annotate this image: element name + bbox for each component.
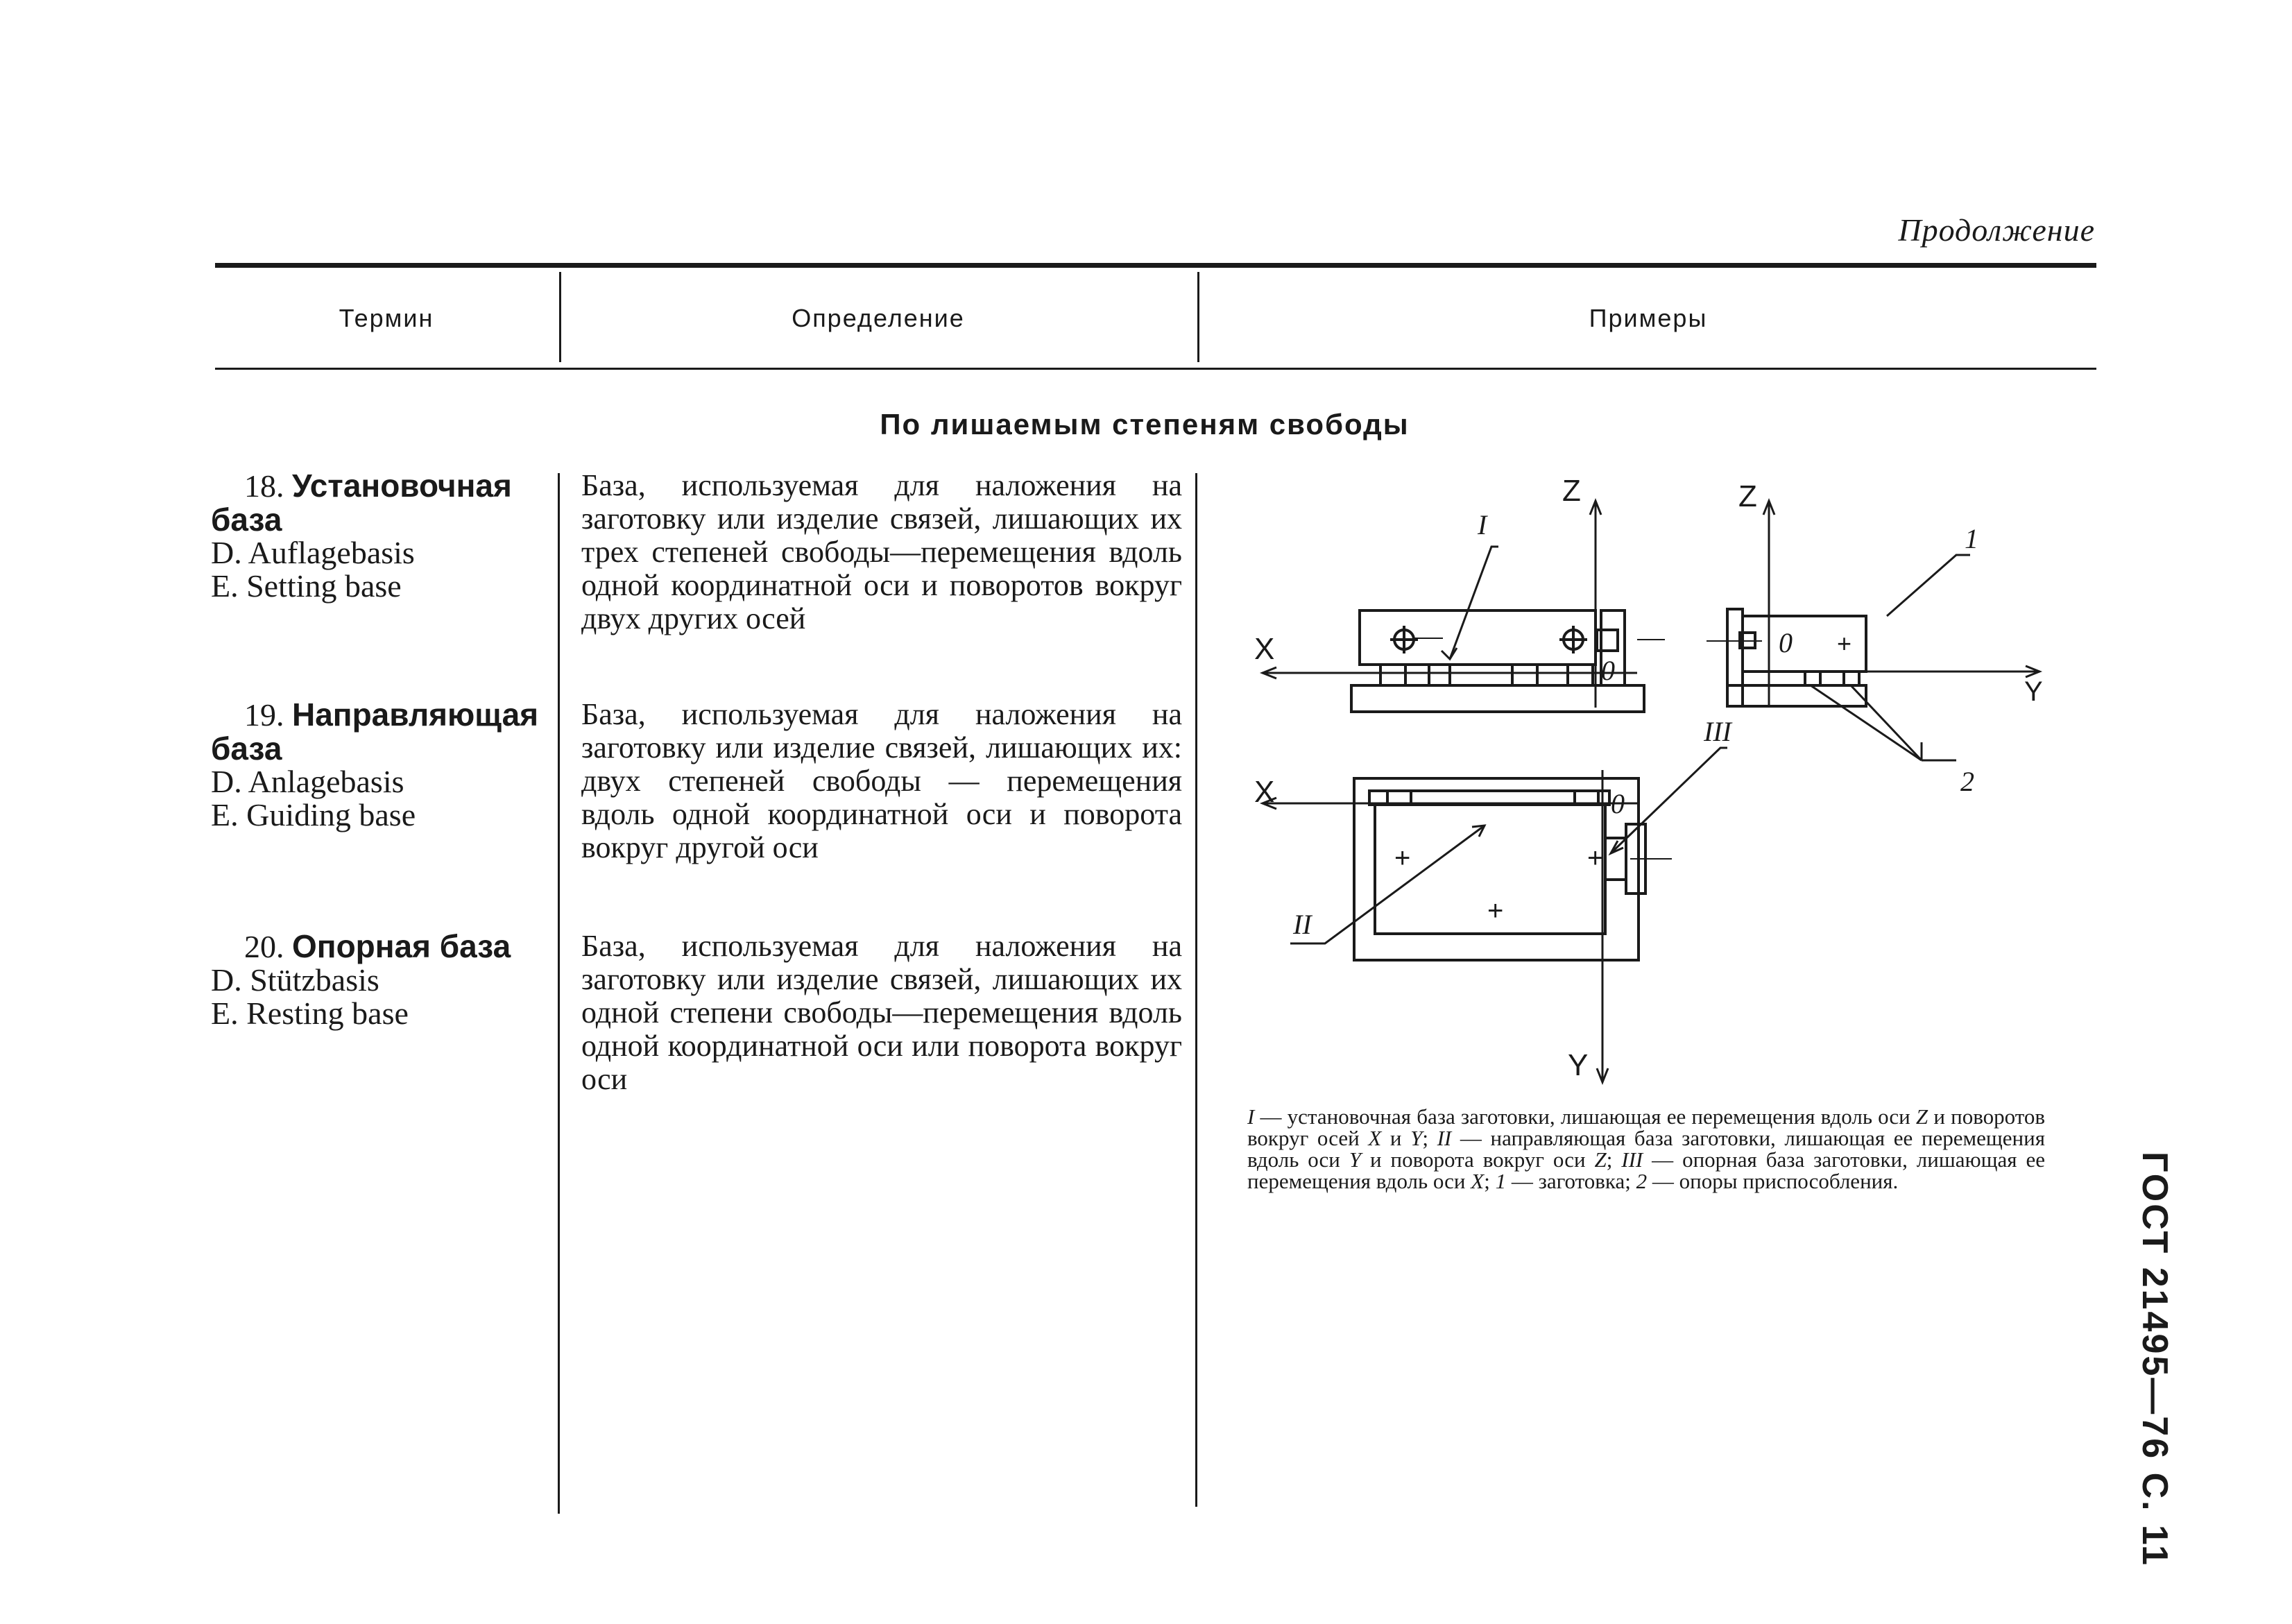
caption-ref: III — [1621, 1147, 1643, 1172]
support-pad — [1844, 672, 1859, 685]
label-z-front: Z — [1562, 474, 1581, 508]
label-origin-side: 0 — [1779, 627, 1793, 658]
term-20 — [211, 930, 558, 1030]
fixture-base — [1727, 685, 1866, 706]
continuation-label: Продолжение — [1898, 212, 2095, 248]
label-roman-iii: III — [1704, 716, 1731, 747]
leader-line-i — [1450, 547, 1498, 659]
column-divider — [559, 272, 561, 362]
caption-text: — направляющая база заготовки, лишающая ее перемещения вдоль оси — [1247, 1126, 2045, 1172]
label-origin-plan: 0 — [1611, 788, 1625, 819]
datum-figure — [1221, 465, 2095, 1089]
caption-axis: X — [1471, 1169, 1485, 1193]
column-header-examples: Примеры — [1589, 304, 1708, 332]
definition-18: База, используемая для наложения на заготовку или изделие связей, лишающих их трех степеней свободы—перемещения вдоль одной координатной оси и поворотов вокруг двух других осей — [581, 468, 1182, 635]
support-pad — [1568, 665, 1593, 685]
center-mark: + — [1394, 843, 1411, 873]
caption-axis: Y — [1410, 1126, 1423, 1150]
column-header-term: Термин — [339, 304, 434, 332]
center-mark: + — [1587, 843, 1604, 873]
label-roman-i: I — [1478, 509, 1487, 540]
caption-text: и поворотов вокруг осей — [1247, 1104, 2045, 1150]
label-y-side: Y — [2024, 676, 2043, 707]
section-title: По лишаемым степеням свободы — [880, 408, 1410, 441]
side-view — [1707, 501, 2039, 760]
caption-axis: Z — [1915, 1104, 1928, 1129]
caption-text: и поворота вокруг оси — [1361, 1147, 1595, 1172]
label-num-1: 1 — [1965, 523, 1978, 554]
term-18 — [211, 469, 558, 603]
support — [1429, 665, 1450, 685]
figure-caption: I — установочная база заготовки, лишающая ее перемещения вдоль оси Z и поворотов вокруг осей X и Y; II — направляющая база заготовки, лишающая ее перемещения вдоль оси Y и поворота вокруг оси Z; III — опорная база заготовки, лишающая ее перемещения вдоль оси X; 1 — заготовка; 2 — опоры приспособления. — [1247, 1104, 2045, 1193]
column-divider — [1195, 473, 1197, 1507]
definition-20: База, используемая для наложения на заготовку или изделие связей, лишающих их одной степени свободы—перемещения вдоль одной координатной оси или поворота вокруг оси — [581, 929, 1182, 1096]
label-num-2: 2 — [1960, 766, 1974, 797]
column-header-definition: Определение — [792, 304, 965, 332]
term-english: E. Resting base — [211, 995, 409, 1031]
caption-axis: Z — [1594, 1147, 1607, 1172]
standard-page-label — [2123, 1152, 2178, 1568]
term-german: D. Auflagebasis — [211, 535, 415, 570]
caption-text: — опоры приспособления. — [1647, 1169, 1899, 1193]
term-name-cont: база — [211, 730, 282, 767]
label-x-front: X — [1254, 632, 1275, 666]
term-name: Направляющая — [292, 696, 539, 733]
support-pad — [1805, 672, 1820, 685]
column-divider — [1197, 272, 1199, 362]
standard-page-text: ГОСТ 21495—76 С. 11 — [2135, 1152, 2175, 1568]
header-bottom-rule — [215, 368, 2096, 370]
term-german: D. Stützbasis — [211, 962, 379, 998]
term-english: E. Setting base — [211, 568, 402, 604]
term-19 — [211, 698, 558, 832]
label-x-plan: X — [1254, 775, 1275, 809]
term-german: D. Anlagebasis — [211, 764, 404, 799]
caption-text: — заготовка; — [1506, 1169, 1636, 1193]
caption-text: — опорная база заготовки, лишающая ее перемещения вдоль оси — [1247, 1147, 2045, 1193]
support-pad — [1380, 665, 1405, 685]
label-roman-ii: II — [1293, 909, 1312, 940]
label-origin-front: 0 — [1601, 655, 1615, 686]
leader-line-1 — [1887, 555, 1970, 616]
caption-ref: II — [1437, 1126, 1452, 1150]
plan-view — [1263, 748, 1727, 1082]
caption-ref: 2 — [1636, 1169, 1648, 1193]
center-mark: + — [1487, 896, 1504, 926]
fixture-wall — [1727, 609, 1743, 706]
definition-19: База, используемая для наложения на заготовку или изделие связей, лишающих их: двух степеней свободы — перемещения вдоль одной координатной оси и поворота вокруг другой оси — [581, 697, 1182, 864]
label-z-side: Z — [1738, 479, 1757, 513]
term-name: Опорная база — [292, 928, 511, 964]
leader-line-iii — [1611, 748, 1727, 853]
term-number: 18. — [244, 468, 284, 504]
table-top-rule — [215, 263, 2096, 268]
column-divider — [558, 473, 560, 1514]
fixture-base — [1351, 685, 1644, 712]
caption-ref: I — [1247, 1104, 1255, 1129]
term-number: 20. — [244, 929, 284, 964]
caption-ref: 1 — [1495, 1169, 1507, 1193]
term-name: Установочная — [292, 468, 512, 504]
term-number: 19. — [244, 697, 284, 733]
caption-text: и — [1381, 1126, 1411, 1150]
caption-text: — установочная база заготовки, лишающая ее перемещения вдоль оси — [1254, 1104, 1916, 1129]
term-name-cont: база — [211, 502, 282, 538]
caption-axis: Y — [1349, 1147, 1362, 1172]
label-y-plan: Y — [1568, 1048, 1589, 1082]
support-pad — [1512, 665, 1537, 685]
term-english: E. Guiding base — [211, 797, 416, 832]
center-mark: + — [1837, 629, 1852, 658]
caption-axis: X — [1368, 1126, 1382, 1150]
leader-line-ii — [1290, 826, 1485, 943]
